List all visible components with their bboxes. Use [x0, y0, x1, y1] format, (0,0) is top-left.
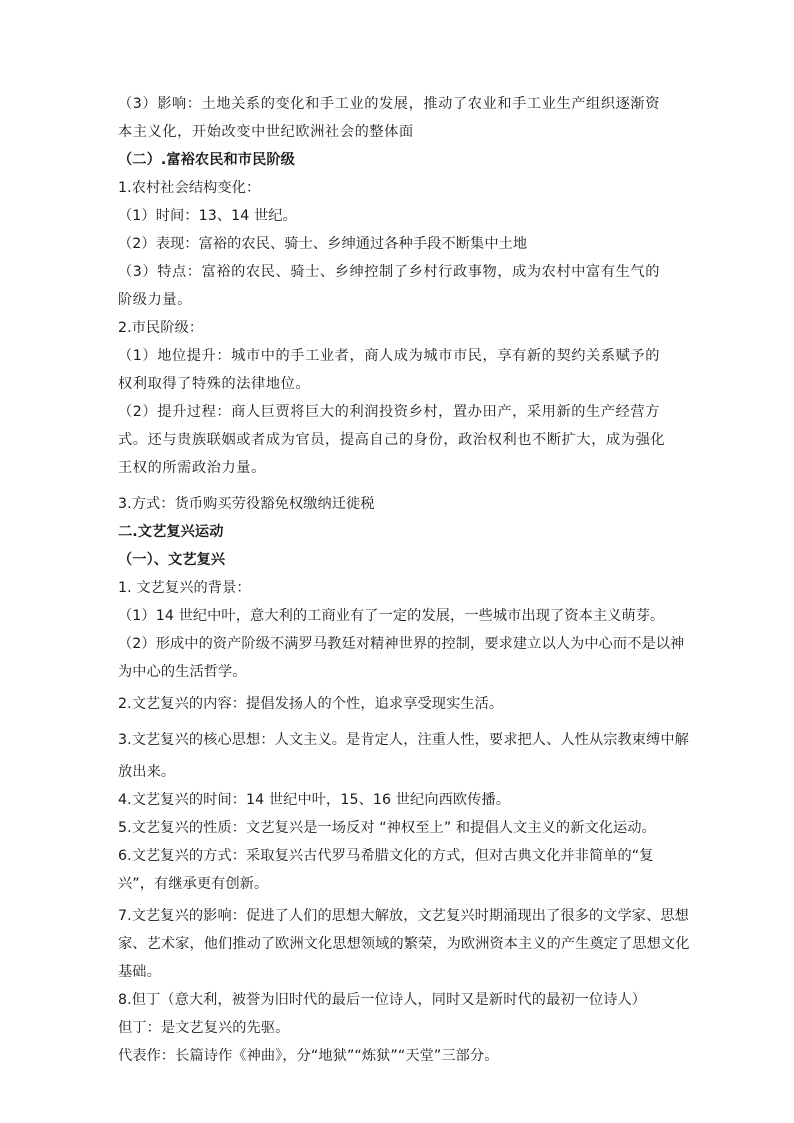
text-line: （1）时间：13、14 世纪。	[118, 208, 297, 224]
text-line: 6.文艺复兴的方式：采取复兴古代罗马希腊文化的方式，但对古典文化并非简单的“复	[118, 848, 654, 864]
text-line: 3.文艺复兴的核心思想：人文主义。是肯定人，注重人性，要求把人、人性从宗教束缚中解	[118, 732, 689, 748]
text-line: 基础。	[118, 964, 161, 980]
text-line: 1.农村社会结构变化：	[118, 180, 261, 196]
text-line: （2）表现：富裕的农民、骑士、乡绅通过各种手段不断集中土地	[118, 236, 528, 252]
text-line: 5.文艺复兴的性质：文艺复兴是一场反对 “神权至上” 和提倡人文主义的新文化运动。	[118, 820, 656, 836]
text-line: 1. 文艺复兴的背景：	[118, 580, 251, 596]
text-line: 兴”，有继承更有创新。	[118, 876, 269, 892]
text-line: 代表作：长篇诗作《神曲》，分“地狱”“炼狱”“天堂”三部分。	[118, 1048, 499, 1064]
text-line: 2.市民阶级：	[118, 320, 204, 336]
text-line: 4.文艺复兴的时间：14 世纪中叶，15、16 世纪向西欧传播。	[118, 792, 511, 808]
text-line: 2.文艺复兴的内容：提倡发扬人的个性，追求享受现实生活。	[118, 696, 504, 712]
section-heading: （一）、文艺复兴	[118, 552, 226, 568]
text-line: 8.但丁（意大利，被誉为旧时代的最后一位诗人，同时又是新时代的最初一位诗人）	[118, 992, 647, 1008]
text-line: 王权的所需政治力量。	[118, 460, 266, 476]
text-line: （2）形成中的资产阶级不满罗马教廷对精神世界的控制，要求建立以人为中心而不是以神	[118, 636, 685, 652]
document-body	[118, 90, 690, 1070]
text-line: （3）影响：土地关系的变化和手工业的发展，推动了农业和手工业生产组织逐渐资	[118, 96, 660, 112]
text-line: 本主义化，开始改变中世纪欧洲社会的整体面	[118, 124, 414, 140]
text-line: 权利取得了特殊的法律地位。	[118, 376, 311, 392]
text-line: 为中心的生活哲学。	[118, 664, 247, 680]
text-line: 但丁：是文艺复兴的先驱。	[118, 1020, 290, 1036]
text-line: 3.方式：货币购买劳役豁免权缴纳迁徙税	[118, 496, 375, 512]
text-line: （1）地位提升：城市中的手工业者，商人成为城市市民，享有新的契约关系赋予的	[118, 348, 660, 364]
text-line: 阶级力量。	[118, 292, 192, 308]
text-line: 式。还与贵族联姻或者成为官员，提高自己的身份，政治权利也不断扩大，成为强化	[118, 432, 666, 448]
section-heading: 二.文艺复兴运动	[118, 524, 224, 540]
text-line: 家、艺术家，他们推动了欧洲文化思想领域的繁荣，为欧洲资本主义的产生奠定了思想文化	[118, 936, 690, 952]
text-line: （1）14 世纪中叶，意大利的工商业有了一定的发展，一些城市出现了资本主义萌芽。	[118, 608, 665, 624]
text-line: （3）特点：富裕的农民、骑士、乡绅控制了乡村行政事物，成为农村中富有生气的	[118, 264, 660, 280]
text-line: 放出来。	[118, 764, 176, 780]
text-line: （2）提升过程：商人巨贾将巨大的利润投资乡村，置办田产，采用新的生产经营方	[118, 404, 660, 420]
text-line: 7.文艺复兴的影响：促进了人们的思想大解放，文艺复兴时期涌现出了很多的文学家、思想	[118, 908, 689, 924]
section-heading: （二）.富裕农民和市民阶级	[118, 152, 295, 168]
